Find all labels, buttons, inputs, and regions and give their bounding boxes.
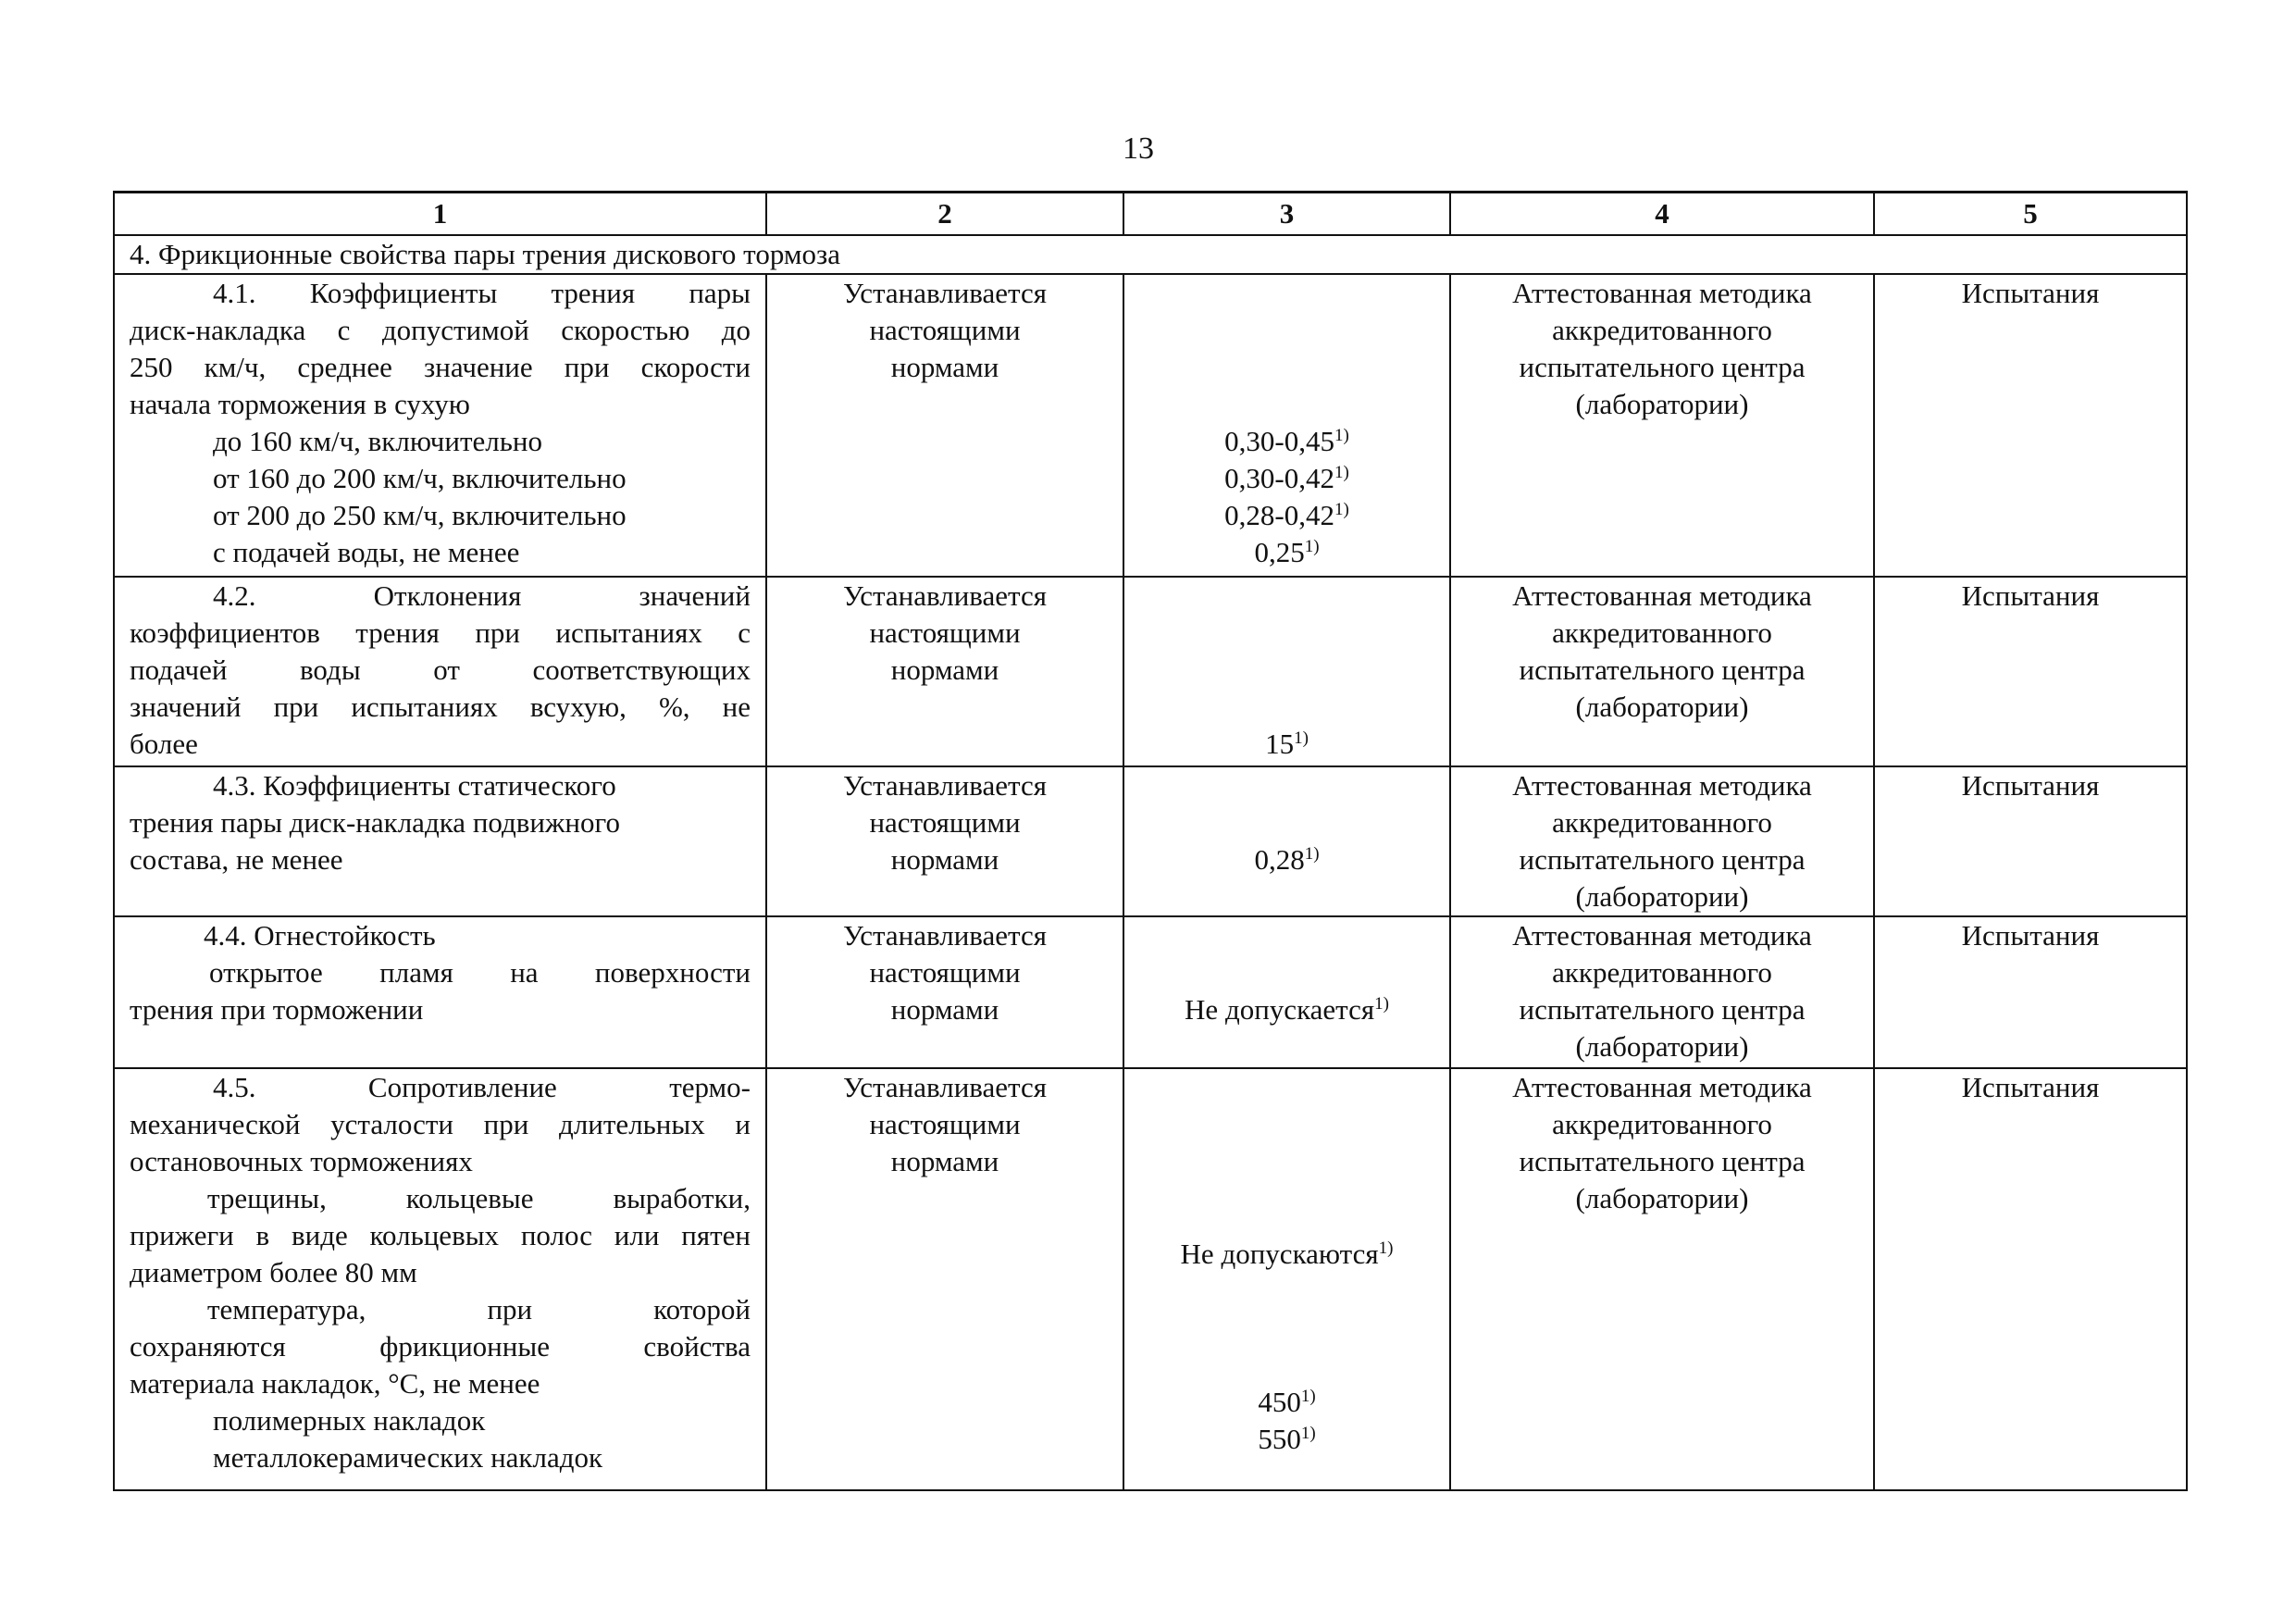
requirement-text: 4.4. Огнестойкость — [204, 919, 436, 952]
method-text: Аттестованная методика — [1512, 579, 1812, 612]
control-cell — [1874, 274, 2187, 577]
norm-cell — [766, 766, 1123, 916]
requirement-text: 250 км/ч, среднее значение при скорости — [130, 351, 751, 383]
value-text: 550$^{1)}$ — [1258, 1423, 1316, 1455]
requirements-table — [113, 191, 2188, 1491]
control-text: Испытания — [1961, 769, 2100, 802]
norm-text: настоящими — [869, 956, 1021, 989]
method-text: испытательного центра — [1519, 653, 1806, 686]
method-text: испытательного центра — [1519, 1145, 1806, 1177]
norm-cell — [766, 1068, 1123, 1490]
method-text: аккредитованного — [1552, 956, 1772, 989]
requirement-text: 4.3. Коэффициенты статического — [213, 769, 616, 802]
sub-item: металлокерамических накладок — [213, 1441, 603, 1474]
table-row — [114, 577, 2187, 766]
method-text: (лаборатории) — [1575, 1182, 1749, 1214]
footnote-mark: 1) — [1304, 537, 1320, 556]
requirement-text: 4.1. Коэффициенты трения пары — [213, 277, 751, 309]
control-text: Испытания — [1961, 919, 2100, 952]
norm-cell — [766, 916, 1123, 1068]
value-text: Не допускаются$^{1)}$ — [1180, 1238, 1394, 1270]
method-text: испытательного центра — [1519, 993, 1806, 1026]
requirement-text: начала торможения в сухую — [130, 388, 470, 420]
norm-text: настоящими — [869, 806, 1021, 839]
requirement-text: диаметром более 80 мм — [130, 1256, 417, 1288]
method-text: Аттестованная методика — [1512, 919, 1812, 952]
requirement-text: температура, при которой — [207, 1293, 751, 1326]
requirement-text: сохраняются фрикционные свойства — [130, 1330, 751, 1363]
method-text: (лаборатории) — [1575, 388, 1749, 420]
requirement-text: трения пары диск-накладка подвижного — [130, 806, 620, 839]
norm-text: Устанавливается — [843, 769, 1047, 802]
method-cell — [1450, 577, 1874, 766]
requirement-text: более — [130, 728, 198, 760]
method-text: аккредитованного — [1552, 1108, 1772, 1140]
requirement-text: подачей воды от соответствующих — [130, 653, 751, 686]
method-cell — [1450, 1068, 1874, 1490]
control-text: Испытания — [1961, 277, 2100, 309]
value-cell — [1123, 766, 1450, 916]
sub-item: с подачей воды, не менее — [213, 536, 520, 568]
value-text: Не допускается$^{1)}$ — [1185, 993, 1389, 1026]
method-text: Аттестованная методика — [1512, 277, 1812, 309]
norm-text: нормами — [890, 1145, 999, 1177]
table-row — [114, 1068, 2187, 1490]
footnote-mark: 1) — [1334, 500, 1349, 519]
norm-text: нормами — [890, 993, 999, 1026]
footnote-mark: 1) — [1374, 994, 1389, 1014]
column-header-1: 1 — [114, 193, 766, 236]
footnote-mark: 1) — [1378, 1238, 1394, 1258]
requirement-cell — [114, 916, 766, 1068]
requirement-text: материала накладок, °С, не менее — [130, 1367, 540, 1400]
norm-text: Устанавливается — [843, 1071, 1047, 1103]
table-row — [114, 916, 2187, 1068]
value-text: 0,30-0,45$^{1)}$ — [1224, 425, 1349, 457]
table-row — [114, 766, 2187, 916]
method-text: испытательного центра — [1519, 351, 1806, 383]
requirement-text: открытое пламя на поверхности — [209, 956, 751, 989]
requirement-text: прижеги в виде кольцевых полос или пятен — [130, 1219, 751, 1251]
requirement-text: 4.2. Отклонения значений — [213, 579, 751, 612]
sub-item: до 160 км/ч, включительно — [213, 425, 542, 457]
value-text: 450$^{1)}$ — [1258, 1386, 1316, 1418]
value-text: 0,28$^{1)}$ — [1254, 843, 1320, 876]
control-cell — [1874, 577, 2187, 766]
value-text: 15$^{1)}$ — [1265, 728, 1309, 760]
requirement-text: механической усталости при длительных и — [130, 1108, 751, 1140]
method-text: аккредитованного — [1552, 616, 1772, 649]
column-header-2: 2 — [766, 193, 1123, 236]
footnote-mark: 1) — [1294, 728, 1309, 748]
control-text: Испытания — [1961, 1071, 2100, 1103]
method-cell — [1450, 766, 1874, 916]
method-text: испытательного центра — [1519, 843, 1806, 876]
requirement-text: значений при испытаниях всухую, %, не — [130, 691, 751, 723]
norm-text: настоящими — [869, 1108, 1021, 1140]
sub-item: от 160 до 200 км/ч, включительно — [213, 462, 627, 494]
method-text: (лаборатории) — [1575, 1030, 1749, 1063]
control-text: Испытания — [1961, 579, 2100, 612]
column-header-5: 5 — [1874, 193, 2187, 236]
requirement-cell — [114, 766, 766, 916]
control-cell — [1874, 766, 2187, 916]
sub-item: полимерных накладок — [213, 1404, 486, 1437]
method-text: (лаборатории) — [1575, 880, 1749, 913]
requirement-text: состава, не менее — [130, 843, 343, 876]
requirement-text: остановочных торможениях — [130, 1145, 473, 1177]
control-cell — [1874, 1068, 2187, 1490]
method-text: Аттестованная методика — [1512, 1071, 1812, 1103]
table-row — [114, 274, 2187, 577]
norm-text: нормами — [890, 843, 999, 876]
section-row — [114, 235, 2187, 274]
norm-text: Устанавливается — [843, 919, 1047, 952]
footnote-mark: 1) — [1304, 844, 1320, 864]
requirement-text: диск-накладка с допустимой скоростью до — [130, 314, 751, 346]
value-cell — [1123, 916, 1450, 1068]
norm-text: Устанавливается — [843, 277, 1047, 309]
requirement-text: 4.5. Сопротивление термо- — [213, 1071, 751, 1103]
section-title: 4. Фрикционные свойства пары трения дискового тормоза — [114, 235, 2187, 274]
norm-text: нормами — [890, 653, 999, 686]
sub-item: от 200 до 250 км/ч, включительно — [213, 499, 627, 531]
norm-text: настоящими — [869, 616, 1021, 649]
method-text: аккредитованного — [1552, 314, 1772, 346]
method-text: Аттестованная методика — [1512, 769, 1812, 802]
requirement-cell — [114, 1068, 766, 1490]
method-cell — [1450, 274, 1874, 577]
norm-text: настоящими — [869, 314, 1021, 346]
column-header-3: 3 — [1123, 193, 1450, 236]
value-cell — [1123, 577, 1450, 766]
value-cell — [1123, 1068, 1450, 1490]
norm-cell — [766, 274, 1123, 577]
value-cell — [1123, 274, 1450, 577]
norm-cell — [766, 577, 1123, 766]
footnote-mark: 1) — [1334, 463, 1349, 482]
value-text: 0,30-0,42$^{1)}$ — [1224, 462, 1349, 494]
method-text: (лаборатории) — [1575, 691, 1749, 723]
value-text: 0,25$^{1)}$ — [1254, 536, 1320, 568]
requirement-cell — [114, 577, 766, 766]
norm-text: Устанавливается — [843, 579, 1047, 612]
column-header-4: 4 — [1450, 193, 1874, 236]
requirement-text: трения при торможении — [130, 993, 424, 1026]
column-number-row — [114, 193, 2187, 236]
method-text: аккредитованного — [1552, 806, 1772, 839]
control-cell — [1874, 916, 2187, 1068]
method-cell — [1450, 916, 1874, 1068]
requirement-cell — [114, 274, 766, 577]
footnote-mark: 1) — [1334, 426, 1349, 445]
value-text: 0,28-0,42$^{1)}$ — [1224, 499, 1349, 531]
requirement-text: трещины, кольцевые выработки, — [207, 1182, 751, 1214]
requirement-text: коэффициентов трения при испытаниях с — [130, 616, 751, 649]
footnote-mark: 1) — [1300, 1387, 1316, 1406]
norm-text: нормами — [890, 351, 999, 383]
page-number: 13 — [1123, 131, 1154, 166]
footnote-mark: 1) — [1300, 1424, 1316, 1443]
